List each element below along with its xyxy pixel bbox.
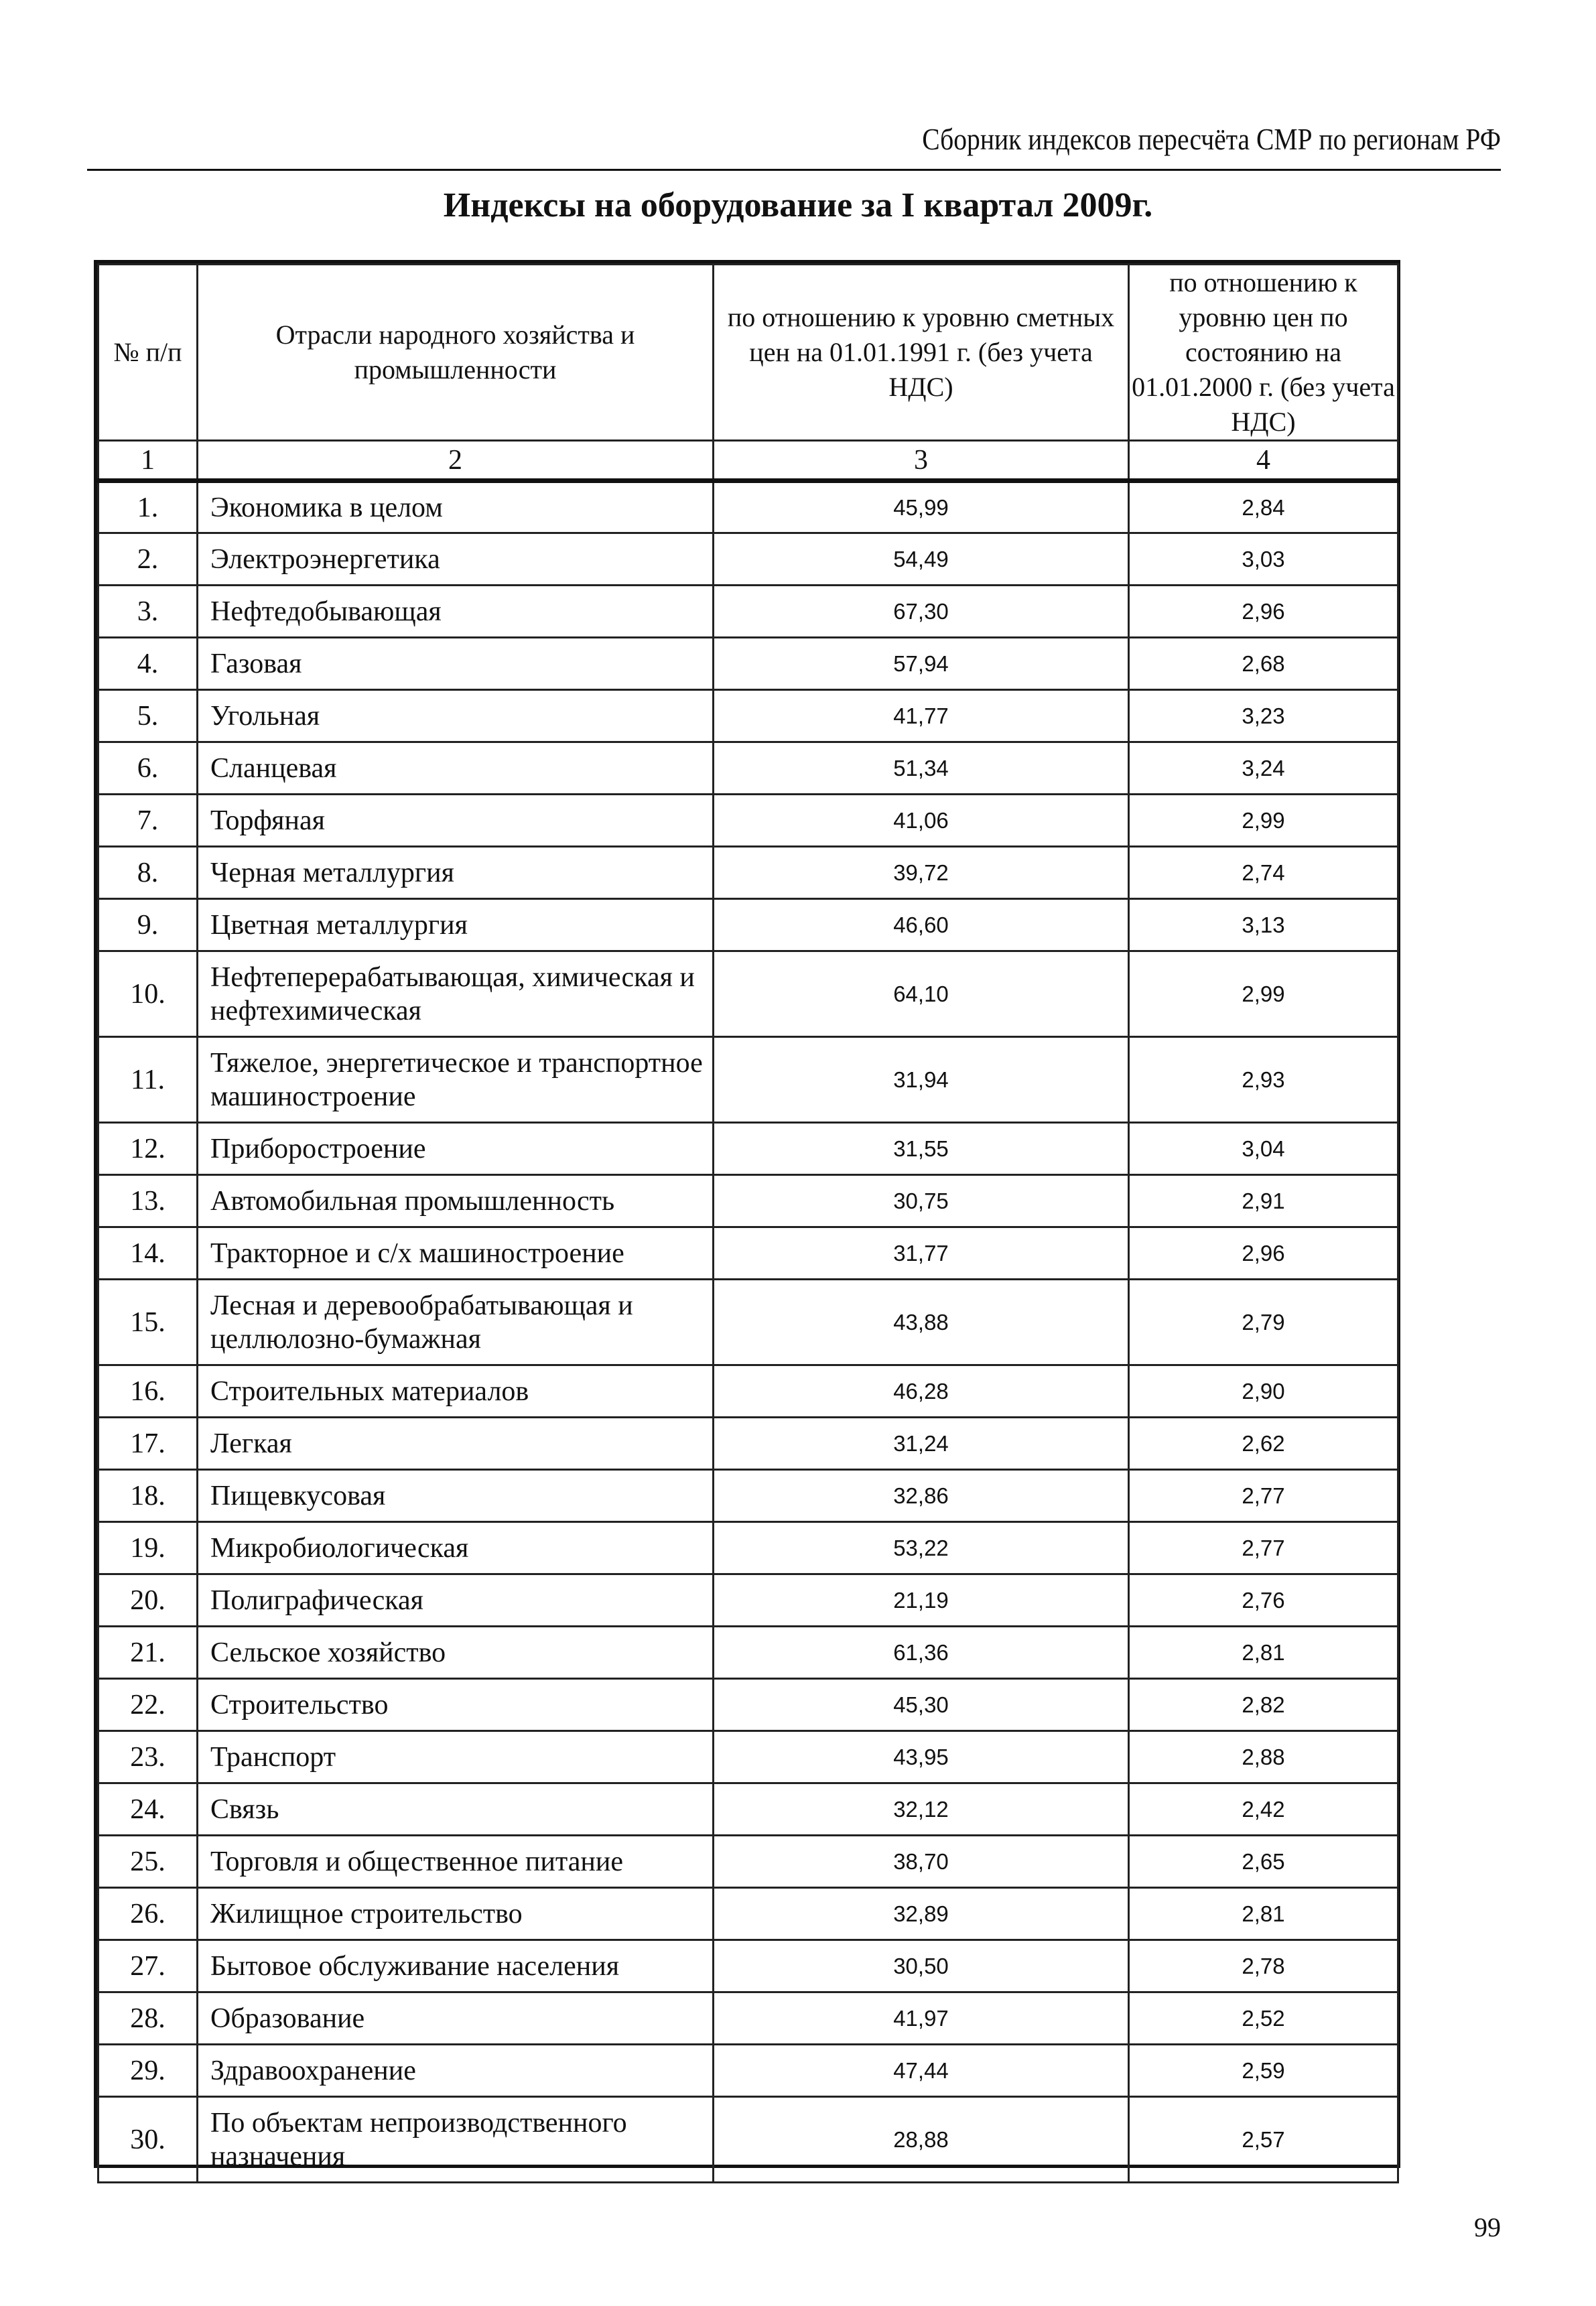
column-header-1991: по отношению к уровню сметных цен на 01.01.1991 г. (без учета НДС) <box>714 265 1129 441</box>
industry-name: Угольная <box>198 690 714 742</box>
index-2000: 3,23 <box>1129 690 1398 742</box>
index-2000: 2,91 <box>1129 1175 1398 1227</box>
industry-name: Легкая <box>198 1418 714 1470</box>
industry-name: Газовая <box>198 638 714 690</box>
index-1991: 45,99 <box>714 481 1129 533</box>
table-row <box>98 1037 1398 1123</box>
row-number: 1. <box>98 481 198 533</box>
table-row <box>98 1522 1398 1574</box>
index-2000: 3,13 <box>1129 899 1398 951</box>
row-number: 11. <box>98 1037 198 1123</box>
table-row <box>98 638 1398 690</box>
index-2000: 2,99 <box>1129 795 1398 847</box>
table-row <box>98 2097 1398 2183</box>
index-2000: 2,52 <box>1129 1992 1398 2045</box>
industry-name: Черная металлургия <box>198 847 714 899</box>
table-row <box>98 1574 1398 1627</box>
industry-name: Микробиологическая <box>198 1522 714 1574</box>
column-header-2000: по отношению к уровню цен по состоянию на 01.01.2000 г. (без учета НДС) <box>1129 265 1398 441</box>
index-1991: 57,94 <box>714 638 1129 690</box>
table-row <box>98 2045 1398 2097</box>
index-1991: 32,12 <box>714 1783 1129 1836</box>
index-2000: 2,93 <box>1129 1037 1398 1123</box>
industry-name: Автомобильная промышленность <box>198 1175 714 1227</box>
index-1991: 46,60 <box>714 899 1129 951</box>
column-header-number: № п/п <box>98 265 198 441</box>
industry-name: Пищевкусовая <box>198 1470 714 1522</box>
industry-name: Приборостроение <box>198 1123 714 1175</box>
column-index: 1 <box>98 441 198 481</box>
row-number: 4. <box>98 638 198 690</box>
index-2000: 2,68 <box>1129 638 1398 690</box>
row-number: 22. <box>98 1679 198 1731</box>
row-number: 30. <box>98 2097 198 2183</box>
row-number: 6. <box>98 742 198 795</box>
index-2000: 3,04 <box>1129 1123 1398 1175</box>
index-1991: 31,77 <box>714 1227 1129 1280</box>
index-2000: 2,82 <box>1129 1679 1398 1731</box>
index-1991: 43,95 <box>714 1731 1129 1783</box>
row-number: 12. <box>98 1123 198 1175</box>
industry-name: Бытовое обслуживание населения <box>198 1940 714 1992</box>
index-1991: 45,30 <box>714 1679 1129 1731</box>
industry-name: Жилищное строительство <box>198 1888 714 1940</box>
header-rule <box>87 169 1501 171</box>
index-table-frame <box>94 260 1400 2172</box>
index-2000: 3,03 <box>1129 533 1398 586</box>
table-row <box>98 1227 1398 1280</box>
table-row <box>98 1418 1398 1470</box>
row-number: 24. <box>98 1783 198 1836</box>
row-number: 14. <box>98 1227 198 1280</box>
index-2000: 2,62 <box>1129 1418 1398 1470</box>
industry-name: Нефтеперерабатывающая, химическая и нефтехимическая <box>198 951 714 1037</box>
header-row <box>98 265 1398 441</box>
index-1991: 41,97 <box>714 1992 1129 2045</box>
table-row <box>98 1679 1398 1731</box>
industry-name: Связь <box>198 1783 714 1836</box>
index-1991: 53,22 <box>714 1522 1129 1574</box>
index-2000: 2,57 <box>1129 2097 1398 2183</box>
industry-name: Электроэнергетика <box>198 533 714 586</box>
column-index: 4 <box>1129 441 1398 481</box>
table-row <box>98 795 1398 847</box>
index-2000: 2,74 <box>1129 847 1398 899</box>
index-2000: 2,81 <box>1129 1627 1398 1679</box>
page-title: Индексы на оборудование за I квартал 2009г. <box>443 186 1153 224</box>
industry-name: Полиграфическая <box>198 1574 714 1627</box>
row-number: 25. <box>98 1836 198 1888</box>
row-number: 13. <box>98 1175 198 1227</box>
table-row <box>98 1365 1398 1418</box>
index-2000: 2,99 <box>1129 951 1398 1037</box>
industry-name: Сельское хозяйство <box>198 1627 714 1679</box>
table-row <box>98 586 1398 638</box>
index-2000: 2,81 <box>1129 1888 1398 1940</box>
index-1991: 28,88 <box>714 2097 1129 2183</box>
industry-name: Цветная металлургия <box>198 899 714 951</box>
row-number: 3. <box>98 586 198 638</box>
industry-name: Транспорт <box>198 1731 714 1783</box>
row-number: 23. <box>98 1731 198 1783</box>
column-index-row <box>98 441 1398 481</box>
industry-name: Экономика в целом <box>198 481 714 533</box>
table-row <box>98 951 1398 1037</box>
row-number: 19. <box>98 1522 198 1574</box>
row-number: 2. <box>98 533 198 586</box>
row-number: 15. <box>98 1280 198 1365</box>
table-row <box>98 1940 1398 1992</box>
index-1991: 64,10 <box>714 951 1129 1037</box>
index-2000: 2,65 <box>1129 1836 1398 1888</box>
industry-name: Сланцевая <box>198 742 714 795</box>
page-number: 99 <box>1474 2212 1501 2242</box>
column-index: 3 <box>714 441 1129 481</box>
industry-name: По объектам непроизводственного назначения <box>198 2097 714 2183</box>
industry-name: Строительных материалов <box>198 1365 714 1418</box>
index-1991: 38,70 <box>714 1836 1129 1888</box>
table-row <box>98 1888 1398 1940</box>
index-1991: 54,49 <box>714 533 1129 586</box>
table-row <box>98 899 1398 951</box>
table-row <box>98 481 1398 533</box>
row-number: 8. <box>98 847 198 899</box>
row-number: 5. <box>98 690 198 742</box>
index-1991: 39,72 <box>714 847 1129 899</box>
index-2000: 2,84 <box>1129 481 1398 533</box>
table-row <box>98 1836 1398 1888</box>
index-1991: 61,36 <box>714 1627 1129 1679</box>
index-2000: 2,59 <box>1129 2045 1398 2097</box>
index-1991: 32,89 <box>714 1888 1129 1940</box>
index-1991: 43,88 <box>714 1280 1129 1365</box>
industry-name: Нефтедобывающая <box>198 586 714 638</box>
index-1991: 46,28 <box>714 1365 1129 1418</box>
table-row <box>98 847 1398 899</box>
index-1991: 21,19 <box>714 1574 1129 1627</box>
index-2000: 2,77 <box>1129 1470 1398 1522</box>
row-number: 10. <box>98 951 198 1037</box>
table-row <box>98 1627 1398 1679</box>
industry-name: Лесная и деревообрабатывающая и целлюлозно-бумажная <box>198 1280 714 1365</box>
table-row <box>98 1280 1398 1365</box>
row-number: 21. <box>98 1627 198 1679</box>
index-2000: 2,88 <box>1129 1731 1398 1783</box>
industry-name: Торговля и общественное питание <box>198 1836 714 1888</box>
table-row <box>98 533 1398 586</box>
industry-name: Строительство <box>198 1679 714 1731</box>
index-2000: 2,79 <box>1129 1280 1398 1365</box>
index-2000: 2,77 <box>1129 1522 1398 1574</box>
index-1991: 67,30 <box>714 586 1129 638</box>
index-2000: 2,96 <box>1129 1227 1398 1280</box>
row-number: 27. <box>98 1940 198 1992</box>
index-2000: 3,24 <box>1129 742 1398 795</box>
table-row <box>98 1731 1398 1783</box>
row-number: 28. <box>98 1992 198 2045</box>
index-1991: 32,86 <box>714 1470 1129 1522</box>
row-number: 9. <box>98 899 198 951</box>
industry-name: Тракторное и с/х машиностроение <box>198 1227 714 1280</box>
index-1991: 30,50 <box>714 1940 1129 1992</box>
index-1991: 41,06 <box>714 795 1129 847</box>
industry-name: Здравоохранение <box>198 2045 714 2097</box>
row-number: 29. <box>98 2045 198 2097</box>
index-2000: 2,76 <box>1129 1574 1398 1627</box>
industry-name: Тяжелое, энергетическое и транспортное машиностроение <box>198 1037 714 1123</box>
table-row <box>98 1783 1398 1836</box>
table-row <box>98 690 1398 742</box>
industry-name: Образование <box>198 1992 714 2045</box>
row-number: 7. <box>98 795 198 847</box>
index-1991: 47,44 <box>714 2045 1129 2097</box>
row-number: 20. <box>98 1574 198 1627</box>
index-2000: 2,96 <box>1129 586 1398 638</box>
industry-name: Торфяная <box>198 795 714 847</box>
index-1991: 31,24 <box>714 1418 1129 1470</box>
index-2000: 2,42 <box>1129 1783 1398 1836</box>
table-row <box>98 1470 1398 1522</box>
index-1991: 31,55 <box>714 1123 1129 1175</box>
column-index: 2 <box>198 441 714 481</box>
row-number: 16. <box>98 1365 198 1418</box>
index-table <box>97 263 1399 2183</box>
table-row <box>98 1123 1398 1175</box>
index-1991: 31,94 <box>714 1037 1129 1123</box>
index-1991: 51,34 <box>714 742 1129 795</box>
row-number: 26. <box>98 1888 198 1940</box>
row-number: 17. <box>98 1418 198 1470</box>
running-head: Сборник индексов пересчёта СМР по регионам РФ <box>922 122 1501 156</box>
column-header-industry: Отрасли народного хозяйства и промышленности <box>198 265 714 441</box>
table-body <box>98 481 1398 2183</box>
table-row <box>98 1992 1398 2045</box>
index-1991: 30,75 <box>714 1175 1129 1227</box>
row-number: 18. <box>98 1470 198 1522</box>
index-2000: 2,78 <box>1129 1940 1398 1992</box>
index-1991: 41,77 <box>714 690 1129 742</box>
table-row <box>98 742 1398 795</box>
index-2000: 2,90 <box>1129 1365 1398 1418</box>
table-row <box>98 1175 1398 1227</box>
